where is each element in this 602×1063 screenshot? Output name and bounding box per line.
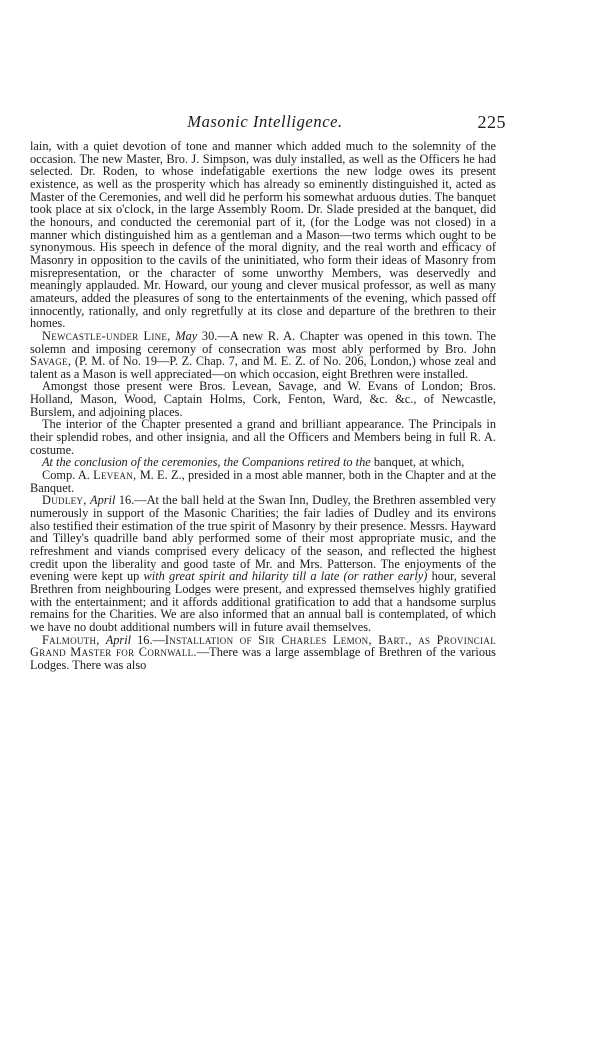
person-name: Levean, [93,468,137,483]
place-name: Dudley, [42,493,87,508]
paragraph-text: Amongst those present were Bros. Levean, Savage, and W. Evans of London [42,379,460,394]
date-month: May [175,328,198,343]
page-header [30,112,506,134]
paragraph-text: hour, several Brethren from neighbouring Lodges were present, and expressed themselves highly gratified with the entertainment; and it affords additional gratification to add that a handsome surplus remains for the Charities. We are also informed that an annual ball is contemplated, of which we have no doubt additional numbers will in future avail themselves. [30,569,497,634]
place-name: Falmouth, [42,632,100,647]
paragraph-text: —There was a large assemblage of Brethren of the various Lodges. There was also [30,645,496,672]
paragraph-text: 16.— [131,632,165,647]
paragraph-lodge-installation: lain, with a quiet devotion of tone and manner which added much to the solemnity of the occasion. The new Master, Bro. J. Simpson, was duly installed, as well as the Officers he had selected. Dr. Roden, to whose indefatigable exertions the new lodge owes its present existence, as well as the prosperity which has already so eminently distinguished it, acted as Master of the Ceremonies, and well did he perform his somewhat arduous duties. The banquet took place at six o'clock, in the large Assembly Room. Dr. Slade presided at the banquet, did the honours, and conducted the ceremonial part of it, (for the Lodge was not closed) in a manner which distinguished him as a gentleman and a Mason—two terms which ought to be synonymous. His speech in defence of the moral dignity, and the real worth and efficacy of Masonry in opposition to the cavils of the uninitiated, who form their ideas of Masonry from misrepresentation, or the character of some unworthy Members, was deservedly and meaningly applauded. Mr. Howard, our young and clever musical professor, as well as many amateurs, added the pleasures of song to the entertainments of the evening, which passed off innocently, rationally, and only regretfully at its close and departure of the brethren to their homes. [30,139,496,331]
date-month: April [105,632,132,647]
date-month: April [90,493,116,508]
paragraph-chapter-interior: The interior of the Chapter presented a grand and brilliant appearance. The Principals in their splendid robes, and other insignia, and all the Officers and Members being in full R. A. costume. [30,417,496,457]
page-number: 225 [477,112,506,132]
paragraph-text: (P. M. of No. 19—P. Z. Chap. 7, and M. E. Z. of No. 206, London,) whose zeal and talent as a Mason is well appreciated—on which occasion, eight Brethren were installed. [30,354,496,381]
article-body [30,140,496,672]
paragraph-falmouth-installation [30,634,496,672]
italic-phrase: with great spirit and hilarity till a late (or rather early) [143,569,428,584]
paragraph-attendees [30,380,496,418]
paragraph-presided [30,469,496,494]
paragraph-dudley-ball [30,494,496,633]
section-heading: Installation of Sir Charles Lemon, Bart., as Provincial Grand Master for Cornwall. [30,632,496,660]
paragraph-text: Comp. A. [42,468,94,483]
paragraph-text: At the conclusion of the ceremonies, the Companions retired to the [42,455,371,470]
paragraph-text: M. E. Z., presided in a most able manner, both in the Chapter and at the Banquet. [30,468,496,495]
person-name: Savage, [30,354,72,369]
paragraph-text: 30.—A new R. A. Chapter was opened in this town. The solemn and imposing ceremony of consecration was most ably performed by Bro. John [30,328,497,356]
paragraph-text: ; Bros. Holland, Mason, Wood, Captain Holms, Cork, Fenton, Ward, &c. &c., of Newcastle, Burslem, and adjoining places. [30,379,496,419]
paragraph-text: 16.—At the ball held at the Swan Inn, Dudley, the Brethren assembled very numerously in support of the Masonic Charities; the fair ladies of Dudley and its environs also testified their estimation of the true spirit of Masonry by their presence. Messrs. Hayward and Tilley's quadrille band ably performed some of their most appropriate music, and the refreshment and viands comprised every delicacy of the season, and reflected the highest credit upon the liberality and good taste of Mr. and Mrs. Patterson. The enjoyments of the evening were kept up [30,493,496,584]
running-title: Masonic Intelligence. [187,112,343,131]
paragraph-newcastle-chapter [30,330,496,381]
place-name: Newcastle-under Line, [42,328,171,343]
paragraph-text: banquet, at which, [370,455,465,470]
